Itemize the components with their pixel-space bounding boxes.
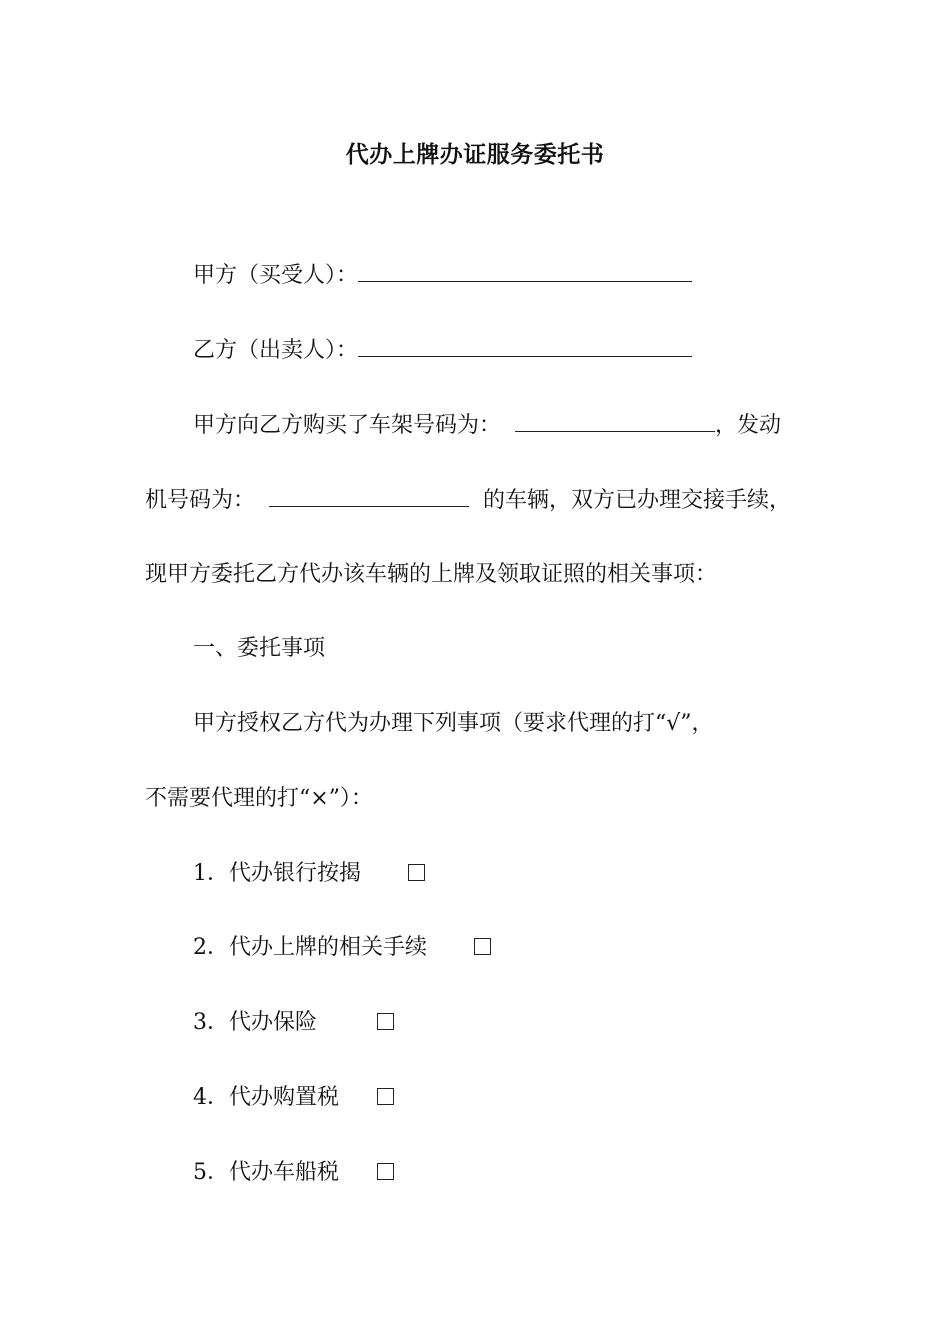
bank-mortgage-checkbox[interactable] bbox=[408, 864, 425, 881]
vehicle-tax-checkbox[interactable] bbox=[377, 1163, 394, 1180]
insurance-checkbox[interactable] bbox=[377, 1013, 394, 1030]
section-1-heading-text: 一、委托事项 bbox=[193, 636, 326, 661]
section-1-intro-line-2 bbox=[145, 783, 373, 815]
document-title: 代办上牌办证服务委托书 bbox=[345, 141, 605, 168]
section-1-intro-1: 甲方授权乙方代为办理下列事项（要求代理的打“√”， bbox=[193, 711, 714, 736]
engine-number-blank[interactable] bbox=[269, 484, 469, 507]
item-row bbox=[193, 932, 491, 964]
section-1-heading bbox=[193, 633, 325, 665]
purchase-text-1: 甲方向乙方购买了车架号码为： bbox=[193, 413, 502, 438]
party-a-line bbox=[193, 259, 692, 292]
party-b-line bbox=[193, 334, 692, 367]
vin-blank[interactable] bbox=[515, 409, 715, 432]
registration-procedures-checkbox[interactable] bbox=[474, 938, 491, 955]
item-row bbox=[193, 1157, 394, 1189]
purchase-line-1 bbox=[193, 409, 781, 442]
item-row bbox=[193, 1007, 394, 1039]
item-label: 1．代办银行按揭 bbox=[193, 861, 361, 886]
purchase-text-2: ，发动 bbox=[715, 413, 782, 438]
party-a-label: 甲方（买受人）： bbox=[193, 263, 359, 288]
party-a-blank[interactable] bbox=[358, 259, 692, 282]
item-label: 4．代办购置税 bbox=[193, 1085, 339, 1110]
purchase-text-5: 现甲方委托乙方代办该车辆的上牌及领取证照的相关事项： bbox=[145, 562, 718, 587]
purchase-line-3 bbox=[145, 559, 717, 591]
item-row bbox=[193, 858, 425, 890]
purchase-tax-checkbox[interactable] bbox=[377, 1088, 394, 1105]
purchase-line-2 bbox=[145, 484, 791, 517]
purchase-text-4: 的车辆，双方已办理交接手续， bbox=[483, 488, 792, 513]
item-row bbox=[193, 1082, 394, 1114]
party-b-blank[interactable] bbox=[358, 334, 692, 357]
party-b-label: 乙方（出卖人）： bbox=[193, 338, 359, 363]
item-label: 5．代办车船税 bbox=[193, 1160, 339, 1185]
section-1-intro-line-1 bbox=[193, 708, 714, 740]
section-1-intro-2: 不需要代理的打“×”）： bbox=[145, 786, 373, 811]
item-label: 3．代办保险 bbox=[193, 1010, 317, 1035]
item-label: 2．代办上牌的相关手续 bbox=[193, 935, 427, 960]
purchase-text-3: 机号码为： bbox=[145, 488, 256, 513]
